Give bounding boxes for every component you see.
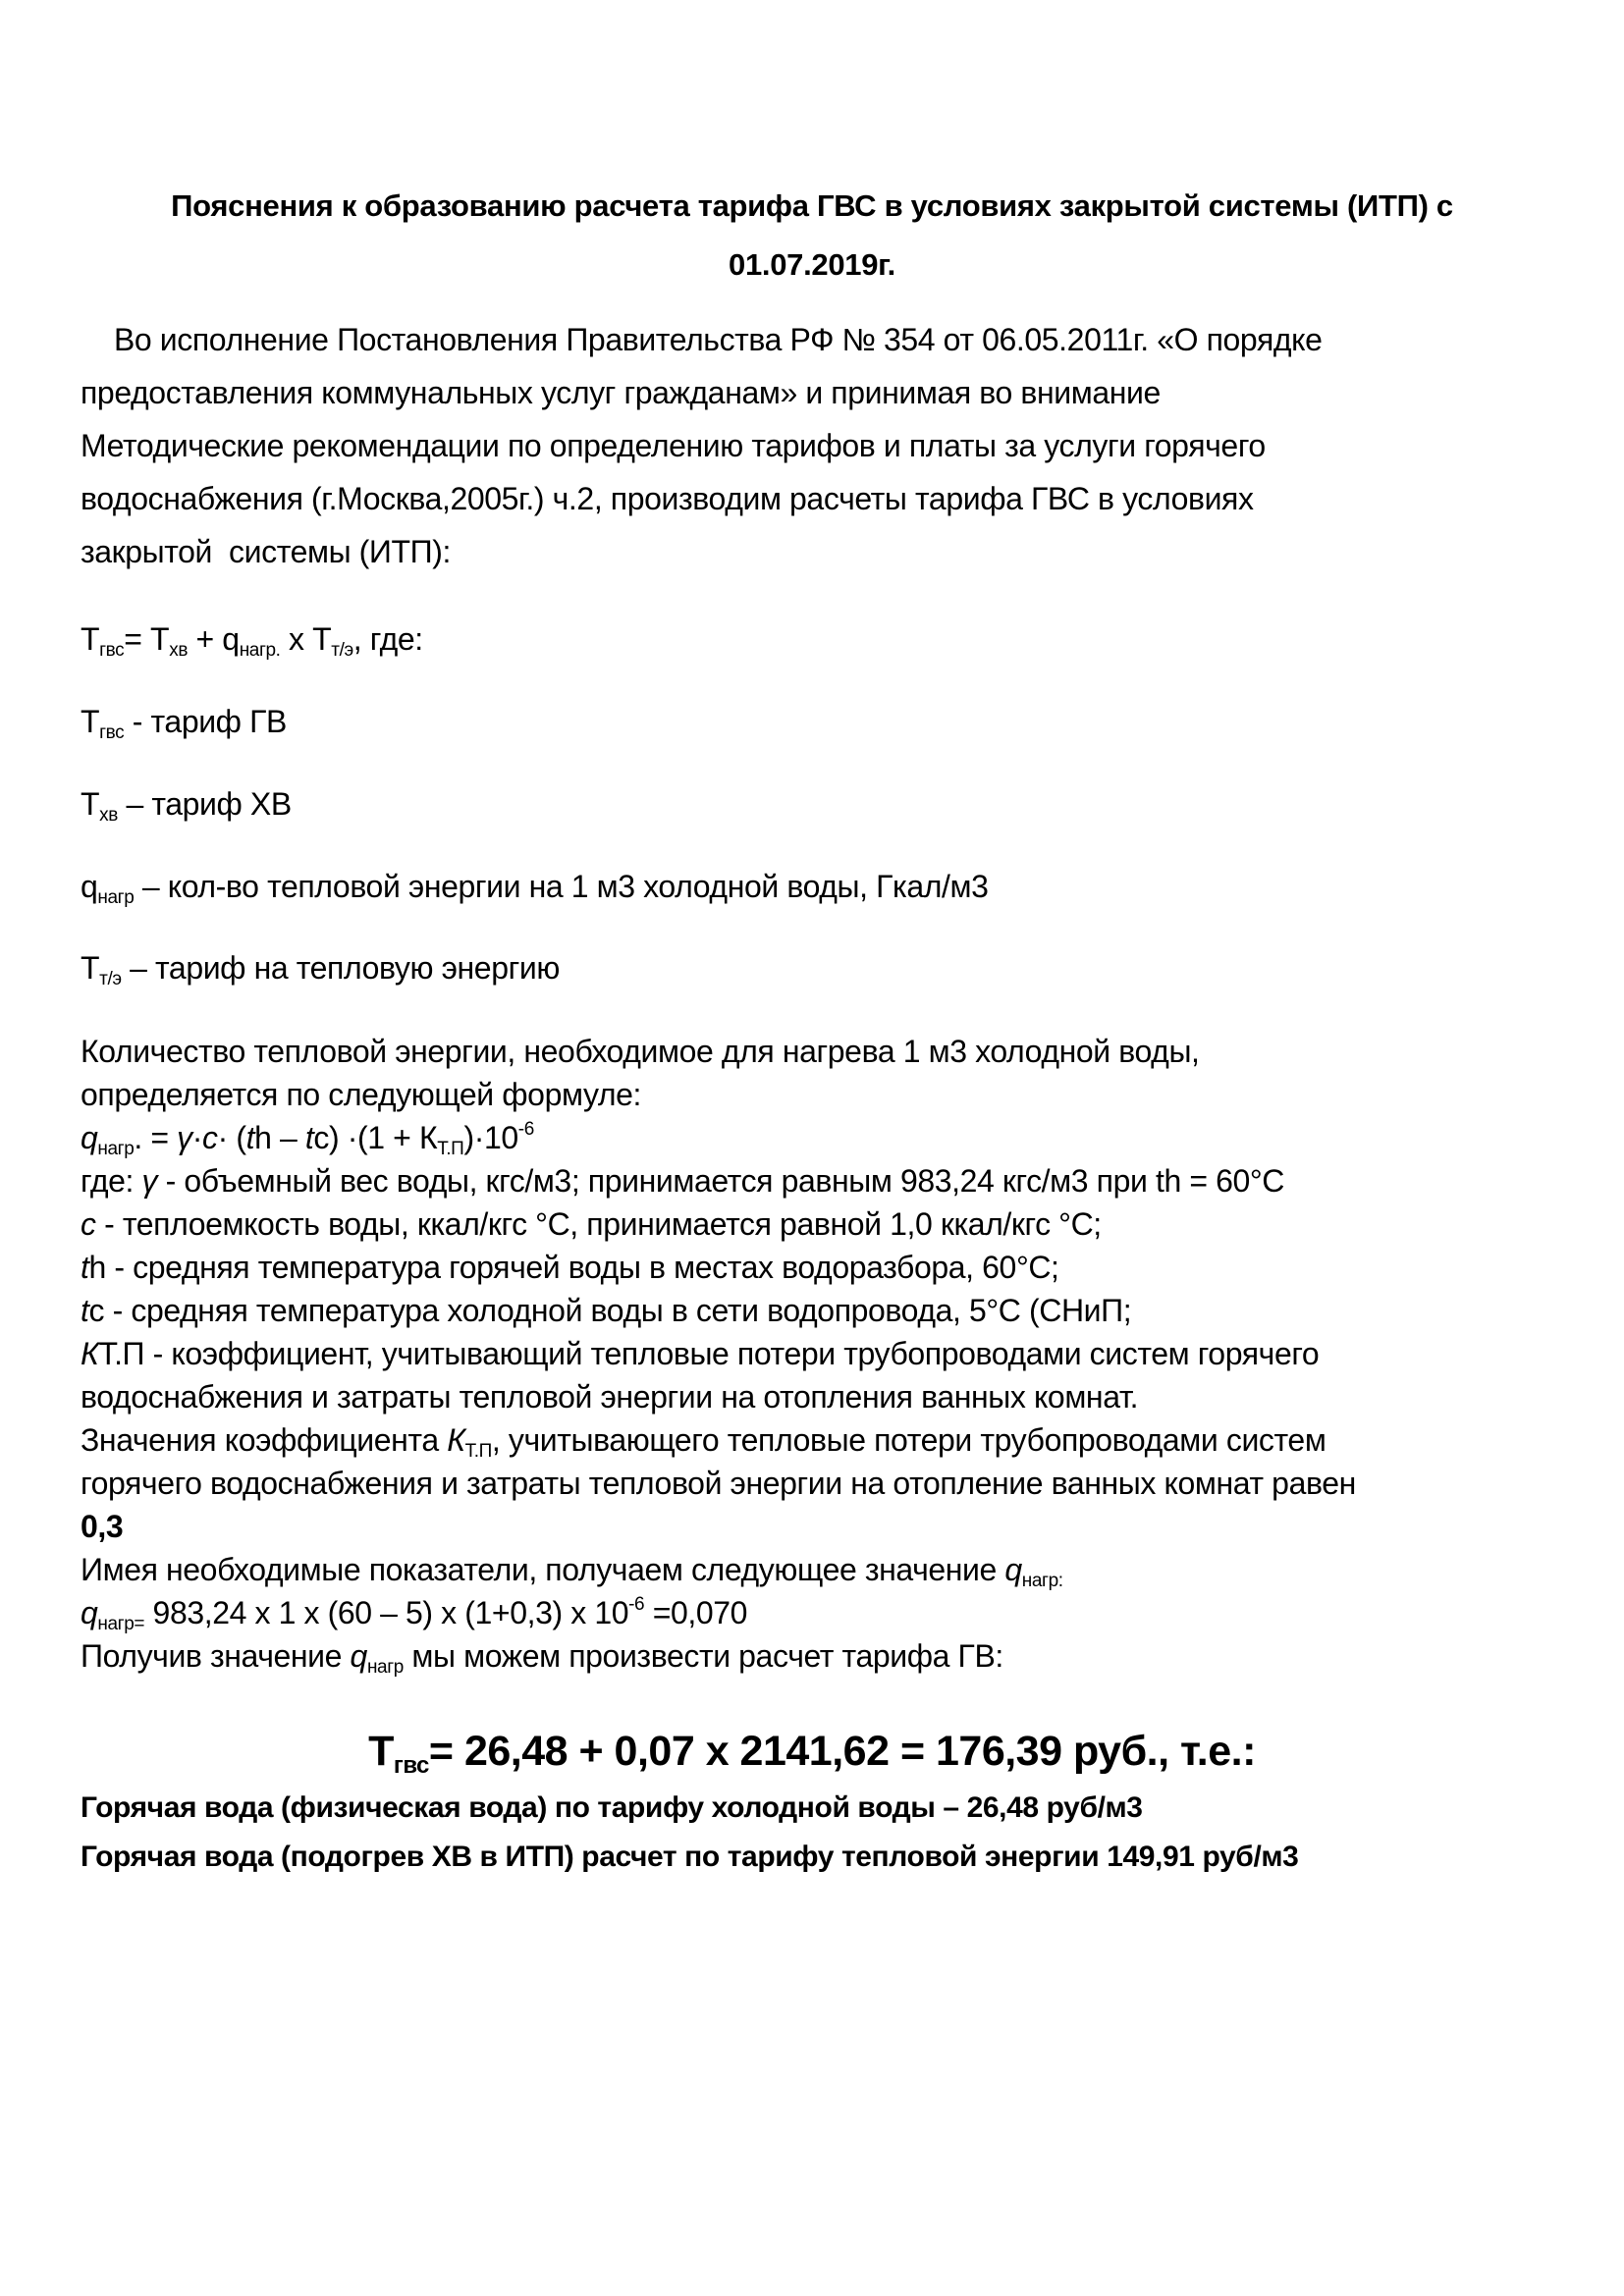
- where-th: th - средняя температура горячей воды в местах водоразбора, 60°С;: [81, 1250, 1059, 1285]
- result-intro: Имея необходимые показатели, получаем следующее значение qнагр:: [81, 1552, 1063, 1591]
- k-value-line: горячего водоснабжения и затраты тепловой энергии на отопление ванных комнат равен: [81, 1466, 1356, 1501]
- result-calc: qнагр= 983,24 х 1 х (60 – 5) х (1+0,3) х $10^{-6} =0,070$: [81, 1594, 748, 1634]
- where-k: КТ.П - коэффициент, учитывающий тепловые потери трубопроводами систем горячего: [81, 1336, 1320, 1371]
- where-gamma: где: γ - объемный вес воды, кгс/м3; принимается равным 983,24 кгс/м3 при th = 60°С: [81, 1163, 1285, 1199]
- intro-line: закрытой системы (ИТП):: [81, 534, 452, 569]
- intro-line: водоснабжения (г.Москва,2005г.) ч.2, производим расчеты тарифа ГВС в условиях: [81, 481, 1254, 516]
- title-line-1: Пояснения к образованию расчета тарифа ГВС в условиях закрытой системы (ИТП) с: [171, 188, 1453, 223]
- title-line-2: 01.07.2019г.: [729, 247, 895, 282]
- definition-item: Тгвс - тариф ГВ: [81, 704, 287, 743]
- heat-formula: qнагр. = $\gamma\cdot c\cdot (th - tc) \cdot(1 + КТ.П)\cdot 10^{-6}$: [81, 1119, 534, 1159]
- definition-item: Тхв – тариф ХВ: [81, 786, 292, 826]
- where-c: c - теплоемкость воды, ккал/кгс °С, принимается равной 1,0 ккал/кгс °С;: [81, 1206, 1102, 1242]
- where-k-cont: водоснабжения и затраты тепловой энергии на отопления ванных комнат.: [81, 1379, 1139, 1415]
- summary-line: Горячая вода (физическая вода) по тарифу холодной воды – 26,48 руб/м3: [81, 1791, 1143, 1824]
- intro-line: Во исполнение Постановления Правительства РФ № 354 от 06.05.2011г. «О порядке: [81, 322, 1323, 357]
- k-value-line: Значения коэффициента КТ.П, учитывающего тепловые потери трубопроводами систем: [81, 1422, 1326, 1462]
- final-formula: Тгвс= 26,48 + 0,07 х 2141,62 = 176,39 руб., т.е.:: [368, 1728, 1256, 1779]
- where-tc: tc - средняя температура холодной воды в сети водопровода, 5°С (СНиП;: [81, 1293, 1132, 1328]
- definition-item: qнагр – кол-во тепловой энергии на 1 м3 холодной воды, Гкал/м3: [81, 869, 989, 908]
- summary-line: Горячая вода (подогрев ХВ в ИТП) расчет по тарифу тепловой энергии 149,91 руб/м3: [81, 1841, 1299, 1873]
- tariff-intro: Получив значение qнагр мы можем произвести расчет тарифа ГВ:: [81, 1638, 1003, 1678]
- k-value: 0,3: [81, 1509, 124, 1544]
- heat-intro-line: определяется по следующей формуле:: [81, 1077, 641, 1112]
- document-title: [79, 177, 1545, 294]
- heat-intro-line: Количество тепловой энергии, необходимое для нагрева 1 м3 холодной воды,: [81, 1034, 1200, 1069]
- main-formula: Тгвс= Тхв + qнагр. х Тт/э, где:: [81, 621, 423, 661]
- intro-line: Методические рекомендации по определению тарифов и платы за услуги горячего: [81, 428, 1266, 463]
- intro-line: предоставления коммунальных услуг гражданам» и принимая во внимание: [81, 375, 1161, 410]
- definition-item: Тт/э – тариф на тепловую энергию: [81, 950, 560, 989]
